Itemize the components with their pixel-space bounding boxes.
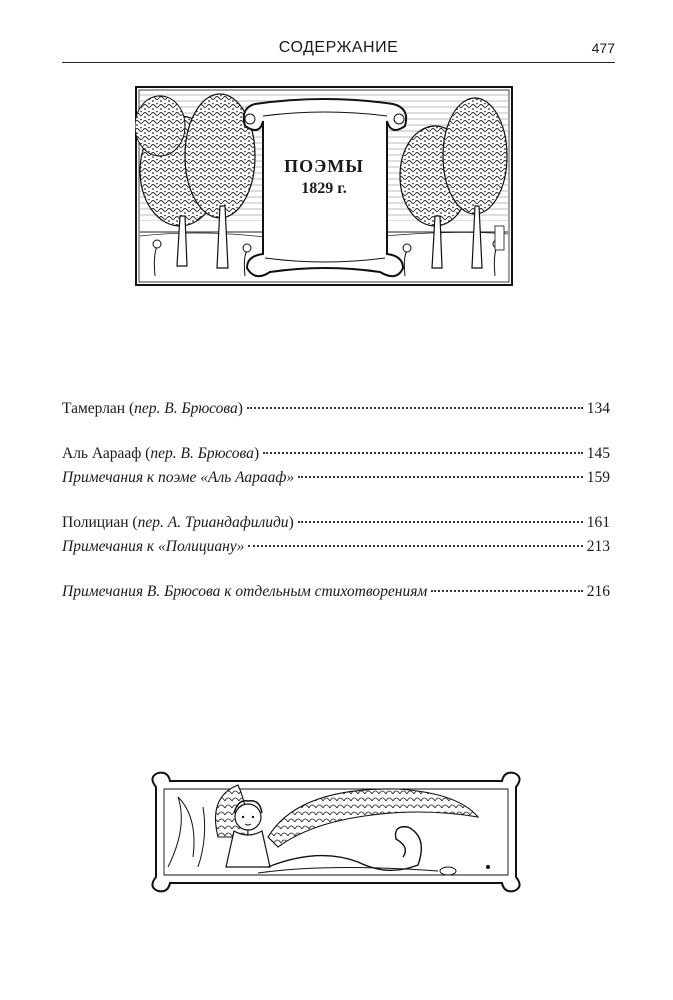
toc-group	[62, 400, 610, 424]
leader-dots	[263, 452, 583, 454]
toc-entry	[62, 538, 610, 562]
table-of-contents	[62, 400, 610, 628]
toc-entry	[62, 514, 610, 538]
leader-dots	[248, 545, 582, 547]
toc-entry-page: 145	[586, 445, 610, 462]
leader-dots	[431, 590, 582, 592]
toc-entry-page: 159	[586, 469, 610, 486]
toc-entry-page: 161	[586, 514, 610, 531]
toc-group	[62, 514, 610, 562]
cartouche-year: 1829 г.	[301, 180, 347, 197]
leader-dots	[247, 407, 583, 409]
toc-entry-title: Полициан (пер. А. Триандафилиди)	[62, 514, 294, 531]
leader-dots	[298, 476, 583, 478]
toc-entry-page: 134	[586, 400, 610, 417]
toc-entry-title: Примечания В. Брюсова к отдельным стихотворениям	[62, 583, 428, 600]
toc-entry	[62, 400, 610, 424]
page-number: 477	[591, 40, 615, 56]
running-title: СОДЕРЖАНИЕ	[278, 39, 399, 56]
winged-maiden-illustration-icon	[148, 767, 524, 897]
toc-entry-page: 213	[586, 538, 610, 555]
toc-entry	[62, 445, 610, 469]
toc-entry	[62, 469, 610, 493]
toc-entry-title: Примечания к «Полициану»	[62, 538, 245, 555]
toc-group	[62, 583, 610, 607]
toc-entry-title: Тамерлан (пер. В. Брюсова)	[62, 400, 243, 417]
toc-entry-title: Аль Аарааф (пер. В. Брюсова)	[62, 445, 260, 462]
toc-entry-translator: пер. А. Триандафилиди	[137, 514, 289, 531]
toc-entry-translator: пер. В. Брюсова	[150, 445, 254, 462]
toc-entry-title: Примечания к поэме «Аль Аарааф»	[62, 469, 295, 486]
running-head	[62, 36, 615, 63]
toc-entry-translator: пер. В. Брюсова	[134, 400, 238, 417]
toc-entry-page: 216	[586, 583, 610, 600]
trees-cartouche-illustration-icon	[135, 86, 513, 286]
winged-maiden-svg	[148, 767, 524, 897]
toc-entry	[62, 583, 610, 607]
cartouche-title: ПОЭМЫ	[284, 156, 364, 176]
toc-group	[62, 445, 610, 493]
leader-dots	[298, 521, 583, 523]
